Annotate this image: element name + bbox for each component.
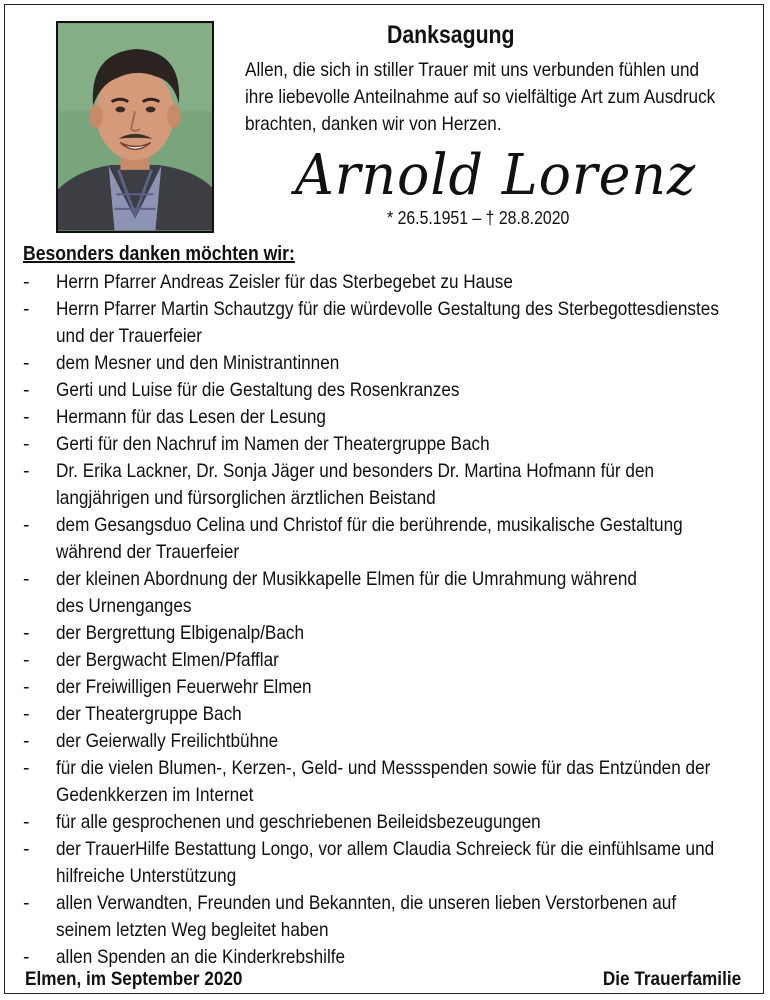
list-item-text: und der Trauerfeier [56,325,202,347]
list-item-text: während der Trauerfeier [56,541,240,563]
place-and-date: Elmen, im September 2020 [25,968,243,990]
list-item [23,620,763,647]
list-item-text: Dr. Erika Lackner, Dr. Sonja Jäger und besonders Dr. Martina Hofmann für den [56,460,655,482]
thanks-list [23,269,763,971]
intro-line: ihre liebevolle Anteilnahme auf so vielfältige Art zum Ausdruck [245,86,716,108]
list-item-text: für die vielen Blumen-, Kerzen-, Geld- und Messspenden sowie für das Entzünden der [56,757,711,779]
list-item [23,431,763,458]
list-item [23,890,763,944]
bullet-dash: - [23,352,30,374]
deceased-name: Arnold Lorenz [295,143,697,208]
portrait-photo [56,21,214,233]
signature: Die Trauerfamilie [602,968,741,990]
list-item [23,728,763,755]
bullet-dash: - [23,703,30,725]
bullet-dash: - [23,946,30,968]
bullet-dash: - [23,838,30,860]
list-item [23,566,763,620]
bullet-dash: - [23,271,30,293]
list-item-text: der TrauerHilfe Bestattung Longo, vor allem Claudia Schreieck für die einfühlsame und [56,838,715,860]
list-item-text: hilfreiche Unterstützung [56,865,237,887]
list-item-text: Gerti für den Nachruf im Namen der Theatergruppe Bach [56,433,490,455]
bullet-dash: - [23,730,30,752]
list-item-text: der Theatergruppe Bach [56,703,242,725]
list-item-text: allen Verwandten, Freunden und Bekannten, die unseren lieben Verstorbenen auf [56,892,677,914]
portrait-illustration [58,23,212,231]
intro-line: brachten, danken wir von Herzen. [245,113,502,135]
list-item-text: des Urnenganges [56,595,192,617]
list-item [23,377,763,404]
list-item-text: der kleinen Abordnung der Musikkapelle Elmen für die Umrahmung während [56,568,637,590]
bullet-dash: - [23,676,30,698]
bullet-dash: - [23,649,30,671]
list-item-text: dem Mesner und den Ministrantinnen [56,352,340,374]
bullet-dash: - [23,892,30,914]
bullet-dash: - [23,460,30,482]
heading-danksagung: Danksagung [387,21,515,49]
bullet-dash: - [23,622,30,644]
list-item-text: Herrn Pfarrer Andreas Zeisler für das Sterbegebet zu Hause [56,271,513,293]
list-item-text: langjährigen und fürsorglichen ärztlichen Beistand [56,487,436,509]
list-item [23,350,763,377]
list-item [23,512,763,566]
bullet-dash: - [23,433,30,455]
list-item-text: der Bergwacht Elmen/Pfafflar [56,649,279,671]
list-item [23,809,763,836]
list-item-text: der Freiwilligen Feuerwehr Elmen [56,676,312,698]
list-item [23,269,763,296]
list-item [23,458,763,512]
bullet-dash: - [23,514,30,536]
list-item-text: dem Gesangsduo Celina und Christof für die berührende, musikalische Gestaltung [56,514,683,536]
list-item [23,674,763,701]
list-item [23,701,763,728]
list-item-text: Hermann für das Lesen der Lesung [56,406,326,428]
list-item-text: seinem letzten Weg begleitet haben [56,919,329,941]
list-item-text: Gedenkkerzen im Internet [56,784,254,806]
list-item-text: allen Spenden an die Kinderkrebshilfe [56,946,346,968]
list-item-text: Herrn Pfarrer Martin Schautzgy für die würdevolle Gestaltung des Sterbegottesdienstes [56,298,719,320]
intro-line: Allen, die sich in stiller Trauer mit uns verbunden fühlen und [245,59,700,81]
intro-text [245,57,765,138]
bullet-dash: - [23,568,30,590]
list-item [23,836,763,890]
list-item-text: der Bergrettung Elbigenalp/Bach [56,622,305,644]
list-item-text: der Geierwally Freilichtbühne [56,730,279,752]
list-item [23,647,763,674]
list-item-text: Gerti und Luise für die Gestaltung des Rosenkranzes [56,379,460,401]
life-dates: * 26.5.1951 – † 28.8.2020 [387,208,570,228]
bullet-dash: - [23,406,30,428]
list-item [23,944,763,971]
bullet-dash: - [23,379,30,401]
bullet-dash: - [23,757,30,779]
thanks-heading: Besonders danken möchten wir: [23,243,295,265]
list-item [23,296,763,350]
bullet-dash: - [23,298,30,320]
list-item-text: für alle gesprochenen und geschriebenen Beileidsbezeugungen [56,811,541,833]
list-item [23,755,763,809]
obituary-ad [4,4,764,994]
bullet-dash: - [23,811,30,833]
list-item [23,404,763,431]
